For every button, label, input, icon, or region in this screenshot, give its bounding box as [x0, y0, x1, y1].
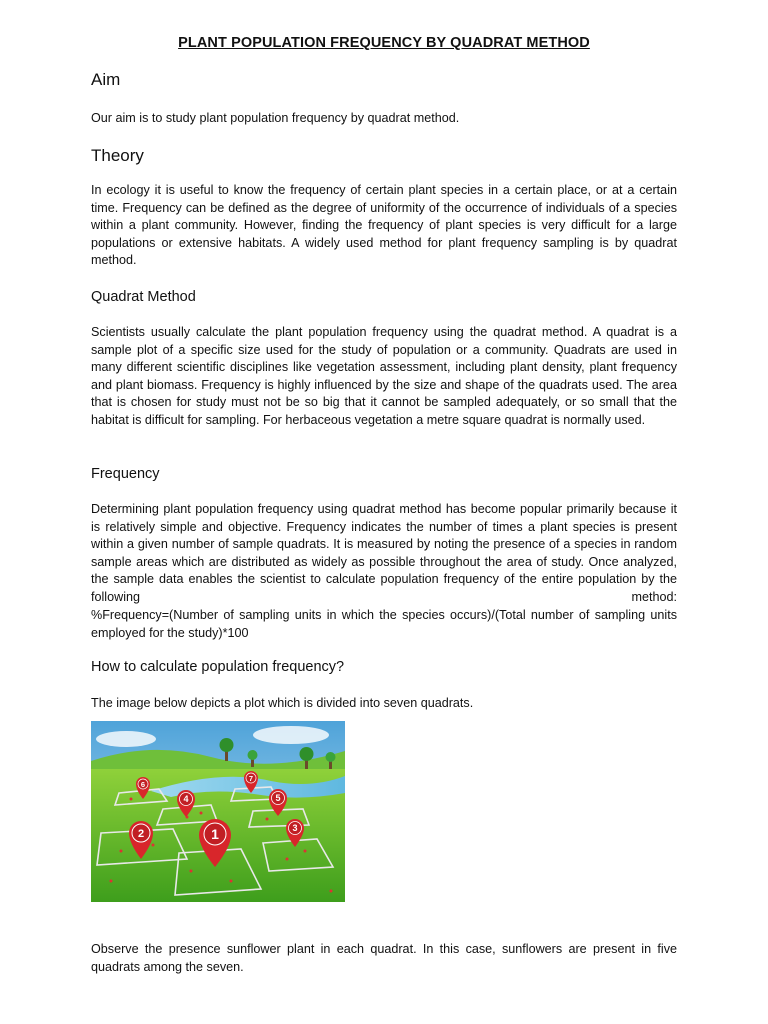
marker-label-6: 6	[140, 780, 146, 789]
marker-label-4: 4	[183, 794, 189, 804]
quadrat-method-heading: Quadrat Method	[91, 289, 196, 305]
cloud	[96, 731, 156, 747]
marker-label-1: 1	[211, 826, 219, 842]
quadrat-plot-svg	[91, 721, 345, 902]
aim-heading: Aim	[91, 70, 121, 89]
marker-label-5: 5	[275, 793, 281, 803]
how-to-heading: How to calculate population frequency?	[91, 659, 345, 675]
page-title: PLANT POPULATION FREQUENCY BY QUADRAT METHOD	[178, 35, 590, 51]
quadrat-method-text: Scientists usually calculate the plant population frequency using the quadrat method. A quadrat is a sample plot of a specific size used for the study of population or a community. Quadrats are used in many different scientific disciplines like vegetation assessment, including plant density, plant frequency and plant biomass. Frequency is highly influenced by the size and shape of the quadrats used. The area that is chosen for study must not be so big that it cannot be sampled adequately, or so small that the habitat is difficult for sampling. For herbaceous vegetation a metre square quadrat is normally used.	[91, 325, 677, 427]
how-to-text: The image below depicts a plot which is divided into seven quadrats.	[91, 696, 474, 710]
frequency-text: Determining plant population frequency using quadrat method has become popular primarily because it is relatively simple and objective. Frequency indicates the number of times a plant species is present within a given number of sample quadrats. It is measured by noting the presence of a species in random sample areas which are distributed as widely as possible throughout the area of study. Once analyzed, the sample data enables the scientist to calculate population frequency of the entire population by the following method:	[91, 502, 677, 604]
marker-label-2: 2	[137, 828, 145, 840]
frequency-formula: %Frequency=(Number of sampling units in which the species occurs)/(Total number of sampling units employed for the study)*100	[91, 608, 677, 640]
marker-label-3: 3	[292, 823, 298, 833]
quadrat-plot-illustration	[91, 721, 345, 902]
cloud	[253, 726, 329, 744]
theory-text: In ecology it is useful to know the frequency of certain plant species in a certain place, or at a certain time. Frequency can be defined as the degree of uniformity of the occurrence of individuals of a species within a plant community. However, finding the frequency of plant species is very difficult for a large populations or extensive habitats. A widely used method for plant frequency sampling is by quadrat method.	[91, 183, 677, 268]
frequency-heading: Frequency	[91, 466, 160, 482]
theory-heading: Theory	[91, 146, 144, 165]
aim-text: Our aim is to study plant population frequency by quadrat method.	[91, 111, 460, 125]
observe-text: Observe the presence sunflower plant in each quadrat. In this case, sunflowers are present in five quadrats among the seven.	[91, 942, 677, 974]
marker-label-7: 7	[248, 774, 254, 783]
